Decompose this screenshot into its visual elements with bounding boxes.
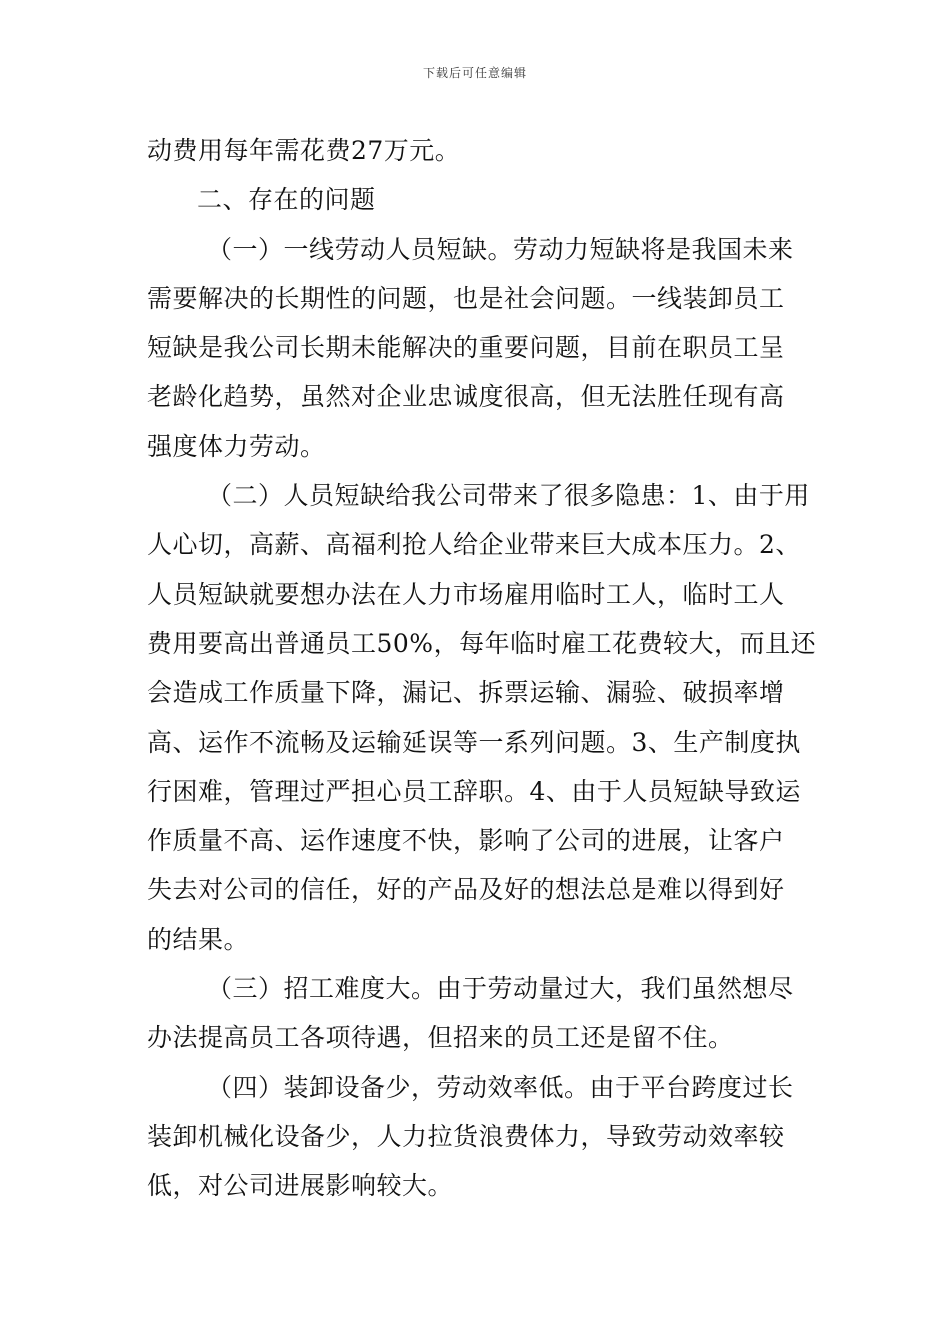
page-header: 下载后可任意编辑: [422, 66, 527, 80]
text-line: （一）一线劳动人员短缺。劳动力短缺将是我国未来: [207, 234, 794, 264]
text-line: 办法提高员工各项待遇，但招来的员工还是留不住。: [147, 1023, 734, 1053]
text-line: 作质量不高、运作速度不快，影响了公司的进展，让客户: [147, 826, 785, 856]
text-line: 强度体力劳动。: [147, 431, 326, 461]
text-line: 行困难，管理过严担心员工辞职。4、由于人员短缺导致运: [147, 776, 801, 806]
text-line: 人心切，高薪、高福利抢人给企业带来巨大成本压力。2、: [147, 530, 801, 560]
text-line: 需要解决的长期性的问题，也是社会问题。一线装卸员工: [147, 283, 785, 313]
text-line: 动费用每年需花费27万元。: [147, 136, 461, 165]
text-line: 低，对公司进展影响较大。: [147, 1171, 454, 1201]
text-line: 失去对公司的信任，好的产品及好的想法总是难以得到好: [147, 875, 785, 905]
text-line: （二）人员短缺给我公司带来了很多隐患：1、由于用: [207, 481, 810, 511]
text-line: 的结果。: [147, 924, 250, 954]
document-body: [147, 126, 817, 1211]
text-line: 二、存在的问题: [197, 185, 376, 215]
text-line: 会造成工作质量下降，漏记、拆票运输、漏验、破损率增: [147, 678, 785, 708]
text-line: 老龄化趋势，虽然对企业忠诚度很高，但无法胜任现有高: [147, 382, 785, 412]
text-line: 短缺是我公司长期未能解决的重要问题，目前在职员工呈: [147, 333, 785, 363]
text-line: （三）招工难度大。由于劳动量过大，我们虽然想尽: [207, 974, 794, 1004]
text-line: 装卸机械化设备少，人力拉货浪费体力，导致劳动效率较: [147, 1121, 785, 1151]
text-line: 人员短缺就要想办法在人力市场雇用临时工人，临时工人: [147, 579, 785, 609]
text-line: 高、运作不流畅及运输延误等一系列问题。3、生产制度执: [147, 727, 801, 757]
text-line: （四）装卸设备少，劳动效率低。由于平台跨度过长: [207, 1072, 794, 1102]
text-line: 费用要高出普通员工50%，每年临时雇工花费较大，而且还: [147, 628, 817, 658]
